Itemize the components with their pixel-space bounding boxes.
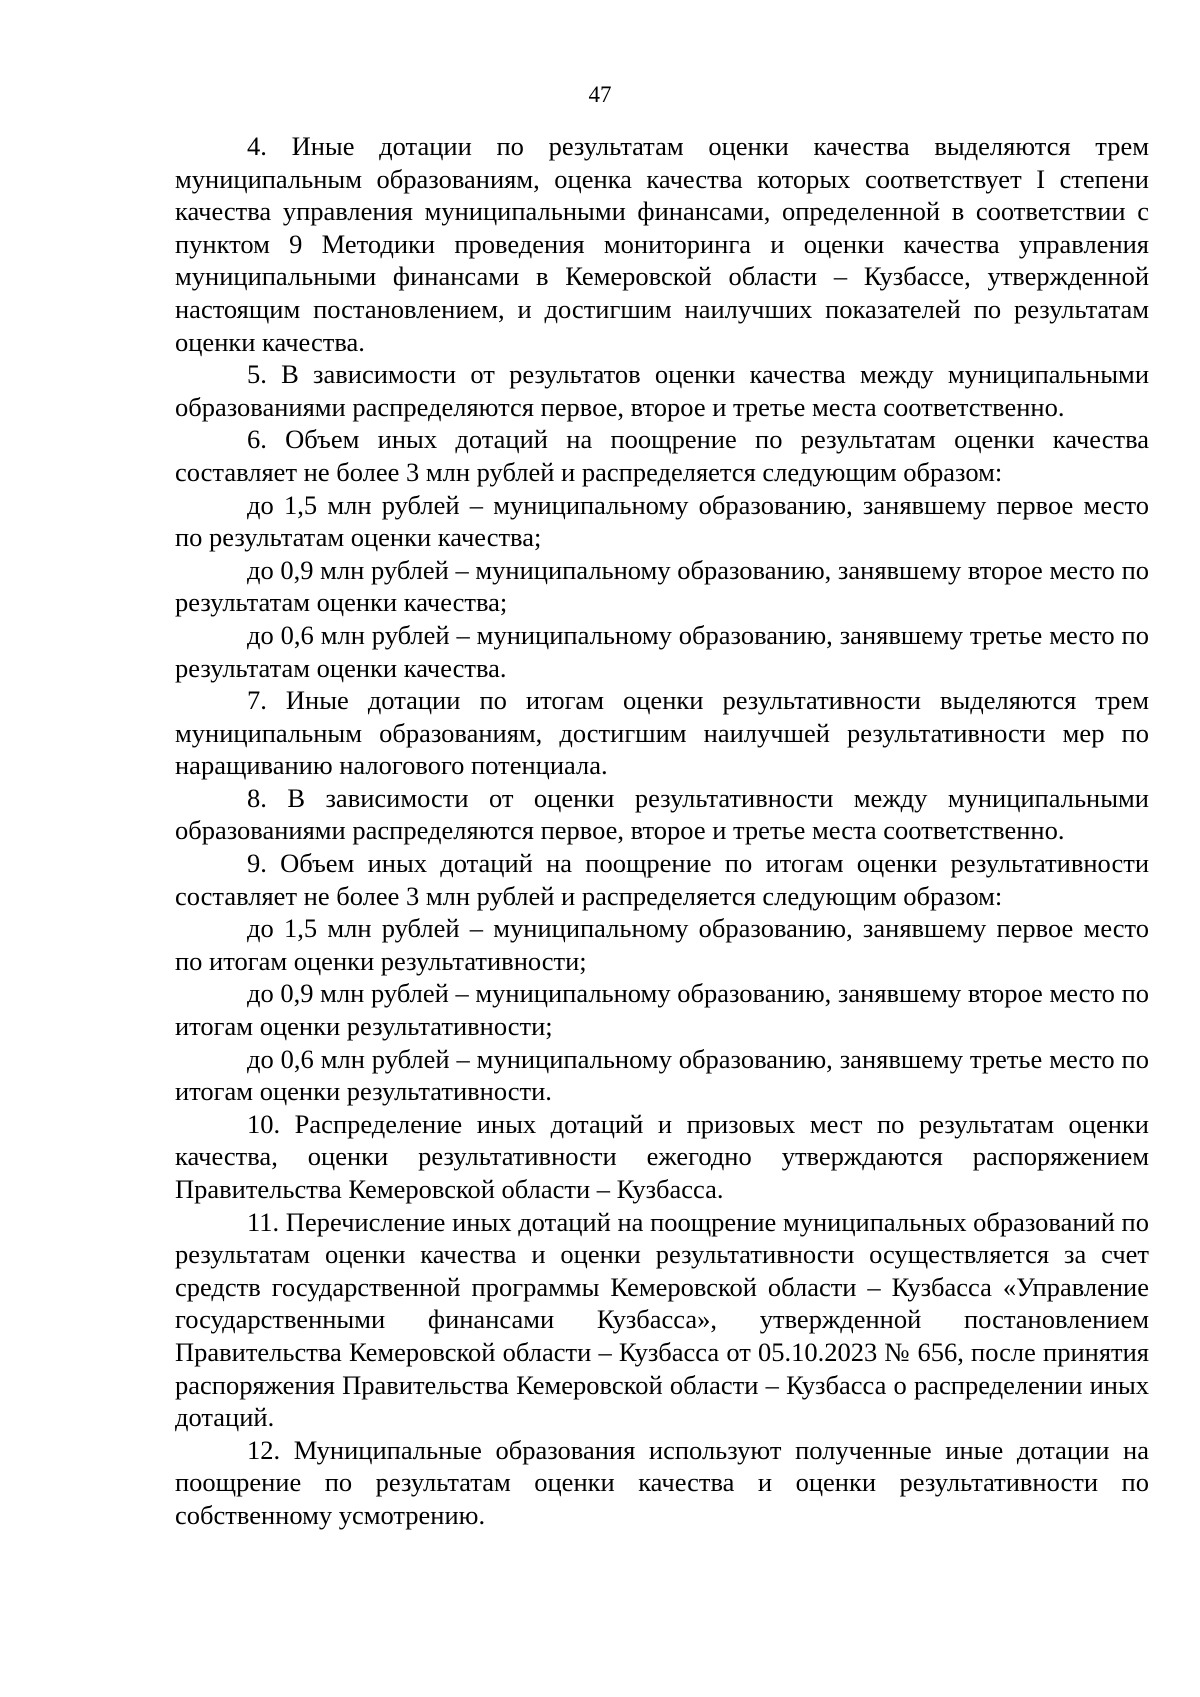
paragraph-10: 10. Распределение иных дотаций и призовых мест по результатам оценки качества, оценки результативности ежегодно утверждаются распоряжением Правительства Кемеровской области – Кузбасса. [175,1108,1149,1204]
paragraph-5: 5. В зависимости от результатов оценки качества между муниципальными образованиями распределяются первое, второе и третье места соответственно. [175,359,1149,422]
paragraph-11: 11. Перечисление иных дотаций на поощрение муниципальных образований по результатам оценки качества и оценки результативности осуществляется за счет средств государственной программы Кемеровской области – Кузбасса «Управление государственными финансами Кузбасса», утвержденной постановлением Правительства Кемеровской области – Кузбасса от 05.10.2023 № 656, после принятия распоряжения Правительства Кемеровской области – Кузбасса о распределении иных дотаций. [175,1206,1149,1433]
paragraph-6-first-place: до 1,5 млн рублей – муниципальному образованию, занявшему первое место по результатам оценки качества; [175,489,1149,553]
paragraph-12: 12. Муниципальные образования используют полученные иные дотации на поощрение по результатам оценки качества и оценки результативности по собственному усмотрению. [175,1434,1149,1530]
paragraph-6-second-place: до 0,9 млн рублей – муниципальному образованию, занявшему второе место по результатам оценки качества; [175,554,1149,618]
paragraph-9-first-place: до 1,5 млн рублей – муниципальному образованию, занявшему первое место по итогам оценки результативности; [175,913,1149,976]
paragraph-4: 4. Иные дотации по результатам оценки качества выделяются трем муниципальным образованиям, оценка качества которых соответствует I степени качества управления муниципальными финансами, определенной в соответствии с пунктом 9 Методики проведения мониторинга и оценки качества управления муниципальными финансами в Кемеровской области – Кузбассе, утвержденной настоящим постановлением, и достигшим наилучших показателей по результатам оценки качества. [175,131,1149,357]
page-number: 47 [588,82,612,107]
paragraph-6: 6. Объем иных дотаций на поощрение по результатам оценки качества составляет не более 3 млн рублей и распределяется следующим образом: [175,424,1149,487]
paragraph-9-third-place: до 0,6 млн рублей – муниципальному образованию, занявшему третье место по итогам оценки результативности. [175,1043,1149,1107]
paragraph-8: 8. В зависимости от оценки результативности между муниципальными образованиями распределяются первое, второе и третье места соответственно. [175,782,1149,846]
paragraph-9-second-place: до 0,9 млн рублей – муниципальному образованию, занявшему второе место по итогам оценки результативности; [175,978,1149,1042]
paragraph-7: 7. Иные дотации по итогам оценки результативности выделяются трем муниципальным образованиям, достигшим наилучшей результативности мер по наращиванию налогового потенциала. [175,685,1149,781]
paragraph-6-third-place: до 0,6 млн рублей – муниципальному образованию, занявшему третье место по результатам оценки качества. [175,619,1149,683]
document-body [175,130,1149,1532]
paragraph-9: 9. Объем иных дотаций на поощрение по итогам оценки результативности составляет не более 3 млн рублей и распределяется следующим образом: [175,848,1149,911]
